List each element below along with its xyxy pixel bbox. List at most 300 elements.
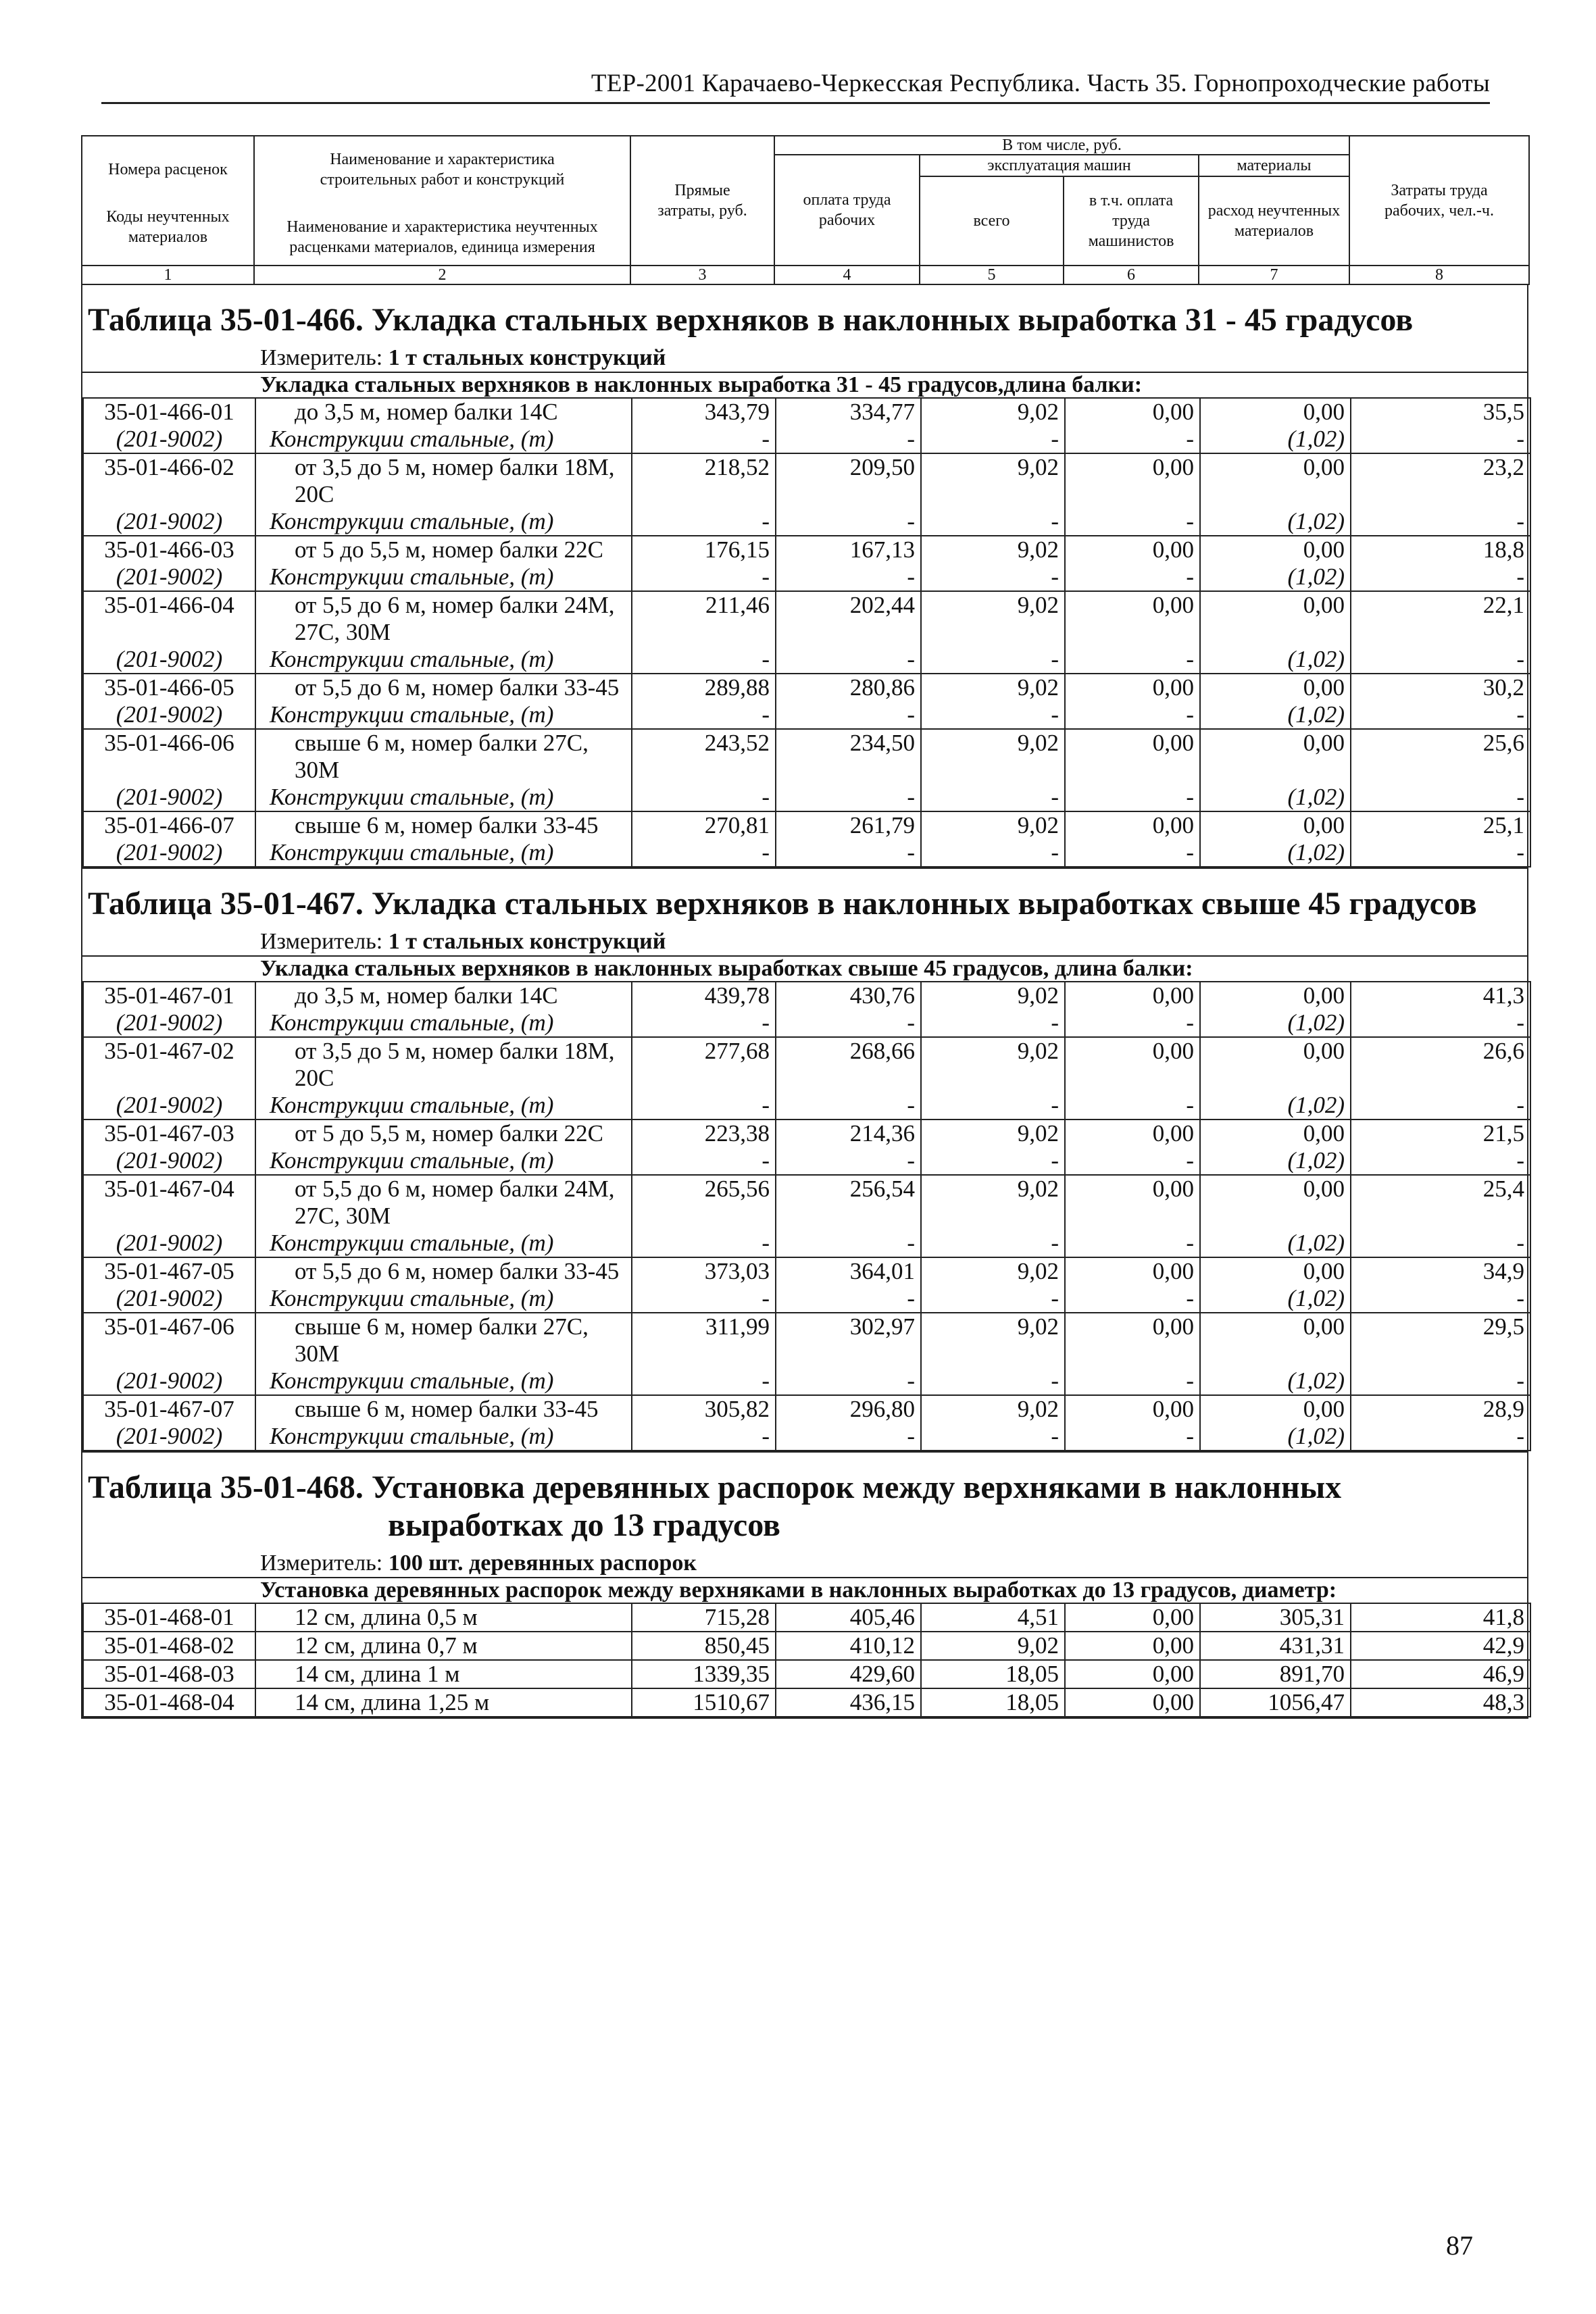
driver-pay: 0,00 (1065, 453, 1200, 508)
material-code: (201-9002) (83, 1230, 255, 1257)
material-qty: (1,02) (1200, 646, 1351, 674)
rate-code: 35-01-466-01 (83, 398, 255, 426)
rate-code: 35-01-467-06 (83, 1313, 255, 1367)
rate-code: 35-01-467-04 (83, 1175, 255, 1230)
labor-hours: 18,8 (1351, 536, 1530, 563)
dash: - (921, 839, 1065, 867)
labor-pay: 280,86 (776, 674, 921, 701)
machine-total: 9,02 (921, 1257, 1065, 1285)
material-row (83, 1230, 1530, 1257)
labor-hours: 21,5 (1351, 1120, 1530, 1147)
meter-value: 100 шт. деревянных распорок (388, 1551, 697, 1576)
col-num: 6 (1064, 266, 1199, 284)
materials-cost: 305,31 (1200, 1603, 1351, 1632)
machine-total: 9,02 (921, 536, 1065, 563)
labor-pay: 405,46 (776, 1603, 921, 1632)
machine-total: 9,02 (921, 1175, 1065, 1230)
dash: - (1351, 839, 1530, 867)
materials-cost: 0,00 (1200, 536, 1351, 563)
dash: - (632, 1230, 776, 1257)
material-row (83, 1285, 1530, 1313)
materials-cost: 431,31 (1200, 1632, 1351, 1660)
material-name: Конструкции стальные, (т) (255, 1285, 632, 1313)
col-labor-pay: оплата труда рабочих (774, 155, 920, 266)
rate-name: 12 см, длина 0,5 м (255, 1603, 632, 1632)
labor-hours: 25,4 (1351, 1175, 1530, 1230)
dash: - (776, 1009, 921, 1037)
driver-pay: 0,00 (1065, 398, 1200, 426)
col-num: 2 (254, 266, 630, 284)
column-header (81, 135, 1530, 285)
dash: - (632, 1423, 776, 1451)
dash: - (776, 563, 921, 591)
rate-code: 35-01-468-03 (83, 1660, 255, 1688)
page-header: ТЕР-2001 Карачаево-Черкесская Республика. Часть 35. Горнопроходческие работы (101, 69, 1490, 104)
material-qty: (1,02) (1200, 508, 1351, 536)
material-row (83, 1092, 1530, 1120)
machine-total: 18,05 (921, 1660, 1065, 1688)
direct-cost: 439,78 (632, 982, 776, 1009)
table-caption: Укладка стальных верхняков в наклонных выработках свыше 45 градусов, длина балки: (82, 955, 1527, 981)
rate-code: 35-01-468-02 (83, 1632, 255, 1660)
machine-total: 9,02 (921, 729, 1065, 784)
labor-hours: 26,6 (1351, 1037, 1530, 1092)
col-num: 1 (82, 266, 254, 284)
table-row (83, 453, 1530, 508)
labor-hours: 29,5 (1351, 1313, 1530, 1367)
dash: - (632, 701, 776, 729)
driver-pay: 0,00 (1065, 1688, 1200, 1717)
col-rate-numbers (82, 136, 254, 266)
materials-cost: 0,00 (1200, 1395, 1351, 1423)
labor-hours: 30,2 (1351, 674, 1530, 701)
material-row (83, 1147, 1530, 1175)
materials-cost: 0,00 (1200, 1175, 1351, 1230)
direct-cost: 715,28 (632, 1603, 776, 1632)
dash: - (1065, 701, 1200, 729)
materials-cost: 0,00 (1200, 1313, 1351, 1367)
dash: - (776, 646, 921, 674)
machine-total: 9,02 (921, 1037, 1065, 1092)
labor-hours: 42,9 (1351, 1632, 1530, 1660)
labor-hours: 25,1 (1351, 811, 1530, 839)
meter-label: Измеритель: (260, 929, 383, 954)
driver-pay: 0,00 (1065, 1257, 1200, 1285)
material-row (83, 426, 1530, 453)
dash: - (1351, 426, 1530, 453)
direct-cost: 218,52 (632, 453, 776, 508)
machine-total: 9,02 (921, 398, 1065, 426)
table-row (83, 811, 1530, 839)
rate-name: до 3,5 м, номер балки 14С (255, 398, 632, 426)
meter (82, 928, 1527, 955)
direct-cost: 277,68 (632, 1037, 776, 1092)
material-row (83, 646, 1530, 674)
rate-code: 35-01-466-06 (83, 729, 255, 784)
labor-pay: 430,76 (776, 982, 921, 1009)
material-qty: (1,02) (1200, 1423, 1351, 1451)
labor-pay: 302,97 (776, 1313, 921, 1367)
direct-cost: 289,88 (632, 674, 776, 701)
material-code: (201-9002) (83, 1285, 255, 1313)
meter-value: 1 т стальных конструкций (388, 929, 666, 954)
meter-value: 1 т стальных конструкций (388, 345, 666, 370)
rate-table-section (81, 285, 1528, 869)
dash: - (1065, 508, 1200, 536)
labor-pay: 334,77 (776, 398, 921, 426)
driver-pay: 0,00 (1065, 1660, 1200, 1688)
rate-table-section (81, 1453, 1528, 1719)
table-row (83, 729, 1530, 784)
dash: - (921, 784, 1065, 811)
machine-total: 9,02 (921, 1120, 1065, 1147)
rate-name: свыше 6 м, номер балки 27С, 30М (255, 729, 632, 784)
labor-hours: 28,9 (1351, 1395, 1530, 1423)
material-qty: (1,02) (1200, 1092, 1351, 1120)
rate-name: свыше 6 м, номер балки 33-45 (255, 1395, 632, 1423)
dash: - (921, 563, 1065, 591)
dash: - (921, 426, 1065, 453)
materials-cost: 0,00 (1200, 453, 1351, 508)
dash: - (632, 839, 776, 867)
material-name: Конструкции стальные, (т) (255, 839, 632, 867)
dash: - (776, 784, 921, 811)
dash: - (1065, 563, 1200, 591)
col-machines: эксплуатация машин (920, 155, 1199, 176)
meter (82, 345, 1527, 372)
table-title: Таблица 35-01-466. Укладка стальных верхняков в наклонных выработка 31 - 45 градусов (88, 302, 1414, 338)
table-row (83, 1603, 1530, 1632)
rate-name: до 3,5 м, номер балки 14С (255, 982, 632, 1009)
material-name: Конструкции стальные, (т) (255, 508, 632, 536)
rate-name: от 5,5 до 6 м, номер балки 24М, 27С, 30М (255, 591, 632, 646)
dash: - (632, 646, 776, 674)
driver-pay: 0,00 (1065, 729, 1200, 784)
table-row (83, 1120, 1530, 1147)
direct-cost: 270,81 (632, 811, 776, 839)
driver-pay: 0,00 (1065, 1632, 1200, 1660)
col-num: 4 (774, 266, 920, 284)
dash: - (1065, 1092, 1200, 1120)
labor-hours: 41,8 (1351, 1603, 1530, 1632)
rate-name: от 3,5 до 5 м, номер балки 18М, 20С (255, 453, 632, 508)
col-materials: материалы (1199, 155, 1349, 176)
labor-hours: 35,5 (1351, 398, 1530, 426)
dash: - (776, 1423, 921, 1451)
page-number: 87 (1446, 2230, 1473, 2261)
table-row (83, 591, 1530, 646)
col-material-name-label: Наименование и характеристика неучтенных расценками материалов, единица измерения (286, 218, 598, 256)
dash: - (1351, 563, 1530, 591)
col-codes-label: Коды неучтенных материалов (106, 208, 230, 246)
dash: - (1351, 701, 1530, 729)
dash: - (1065, 1367, 1200, 1395)
col-labor-cost: Затраты труда рабочих, чел.-ч. (1349, 136, 1529, 266)
material-row (83, 563, 1530, 591)
driver-pay: 0,00 (1065, 1395, 1200, 1423)
material-code: (201-9002) (83, 1147, 255, 1175)
material-qty: (1,02) (1200, 701, 1351, 729)
rate-name: свыше 6 м, номер балки 27С, 30М (255, 1313, 632, 1367)
material-row (83, 701, 1530, 729)
material-code: (201-9002) (83, 784, 255, 811)
material-row (83, 508, 1530, 536)
material-name: Конструкции стальные, (т) (255, 1009, 632, 1037)
material-name: Конструкции стальные, (т) (255, 1230, 632, 1257)
rate-code: 35-01-467-07 (83, 1395, 255, 1423)
rate-name: от 3,5 до 5 м, номер балки 18М, 20С (255, 1037, 632, 1092)
direct-cost: 265,56 (632, 1175, 776, 1230)
direct-cost: 1339,35 (632, 1660, 776, 1688)
labor-pay: 364,01 (776, 1257, 921, 1285)
labor-pay: 268,66 (776, 1037, 921, 1092)
direct-cost: 343,79 (632, 398, 776, 426)
machine-total: 9,02 (921, 591, 1065, 646)
driver-pay: 0,00 (1065, 1175, 1200, 1230)
direct-cost: 176,15 (632, 536, 776, 563)
direct-cost: 850,45 (632, 1632, 776, 1660)
materials-cost: 0,00 (1200, 398, 1351, 426)
material-code: (201-9002) (83, 1092, 255, 1120)
material-name: Конструкции стальные, (т) (255, 701, 632, 729)
material-name: Конструкции стальные, (т) (255, 784, 632, 811)
rate-code: 35-01-468-01 (83, 1603, 255, 1632)
dash: - (1065, 1285, 1200, 1313)
dash: - (1065, 426, 1200, 453)
table-row (83, 1688, 1530, 1717)
dash: - (1065, 839, 1200, 867)
rate-code: 35-01-466-05 (83, 674, 255, 701)
labor-hours: 23,2 (1351, 453, 1530, 508)
dash: - (632, 1147, 776, 1175)
direct-cost: 1510,67 (632, 1688, 776, 1717)
materials-cost: 0,00 (1200, 811, 1351, 839)
dash: - (776, 1147, 921, 1175)
dash: - (776, 1285, 921, 1313)
dash: - (1065, 1423, 1200, 1451)
labor-pay: 167,13 (776, 536, 921, 563)
rate-name: от 5,5 до 6 м, номер балки 33-45 (255, 1257, 632, 1285)
labor-pay: 234,50 (776, 729, 921, 784)
material-row (83, 839, 1530, 867)
col-rate-numbers-label: Номера расценок (108, 161, 228, 178)
dash: - (632, 508, 776, 536)
material-qty: (1,02) (1200, 563, 1351, 591)
table-caption: Укладка стальных верхняков в наклонных выработка 31 - 45 градусов,длина балки: (82, 372, 1527, 397)
labor-hours: 34,9 (1351, 1257, 1530, 1285)
dash: - (1351, 646, 1530, 674)
rate-name: 14 см, длина 1 м (255, 1660, 632, 1688)
dash: - (632, 563, 776, 591)
dash: - (1065, 646, 1200, 674)
table-title: Таблица 35-01-467. Укладка стальных верхняков в наклонных выработках свыше 45 градусов (88, 886, 1477, 922)
materials-cost: 0,00 (1200, 591, 1351, 646)
labor-pay: 261,79 (776, 811, 921, 839)
direct-cost: 223,38 (632, 1120, 776, 1147)
rate-code: 35-01-466-02 (83, 453, 255, 508)
dash: - (632, 1009, 776, 1037)
material-qty: (1,02) (1200, 1367, 1351, 1395)
rate-name: от 5 до 5,5 м, номер балки 22С (255, 1120, 632, 1147)
table-row (83, 536, 1530, 563)
driver-pay: 0,00 (1065, 1037, 1200, 1092)
materials-cost: 891,70 (1200, 1660, 1351, 1688)
material-row (83, 784, 1530, 811)
meter-label: Измеритель: (260, 345, 383, 370)
labor-pay: 256,54 (776, 1175, 921, 1230)
material-name: Конструкции стальные, (т) (255, 1367, 632, 1395)
direct-cost: 243,52 (632, 729, 776, 784)
machine-total: 9,02 (921, 1313, 1065, 1367)
material-code: (201-9002) (83, 426, 255, 453)
dash: - (1065, 1230, 1200, 1257)
dash: - (776, 839, 921, 867)
table-row (83, 982, 1530, 1009)
labor-pay: 436,15 (776, 1688, 921, 1717)
rate-name: от 5 до 5,5 м, номер балки 22С (255, 536, 632, 563)
col-mat-use: расход неучтенных материалов (1199, 176, 1349, 266)
dash: - (632, 1285, 776, 1313)
material-qty: (1,02) (1200, 1009, 1351, 1037)
table-caption: Установка деревянных распорок между верхняками в наклонных выработках до 13 градусов, диаметр: (82, 1577, 1527, 1603)
data-table (82, 1603, 1531, 1717)
material-code: (201-9002) (83, 646, 255, 674)
material-name: Конструкции стальные, (т) (255, 426, 632, 453)
rate-code: 35-01-467-02 (83, 1037, 255, 1092)
table-row (83, 1632, 1530, 1660)
table-row (83, 674, 1530, 701)
machine-total: 18,05 (921, 1688, 1065, 1717)
data-table (82, 397, 1531, 867)
dash: - (921, 1147, 1065, 1175)
meter (82, 1550, 1527, 1577)
materials-cost: 0,00 (1200, 1037, 1351, 1092)
materials-cost: 0,00 (1200, 982, 1351, 1009)
machine-total: 9,02 (921, 453, 1065, 508)
driver-pay: 0,00 (1065, 1120, 1200, 1147)
material-code: (201-9002) (83, 839, 255, 867)
dash: - (1351, 1423, 1530, 1451)
table-row (83, 1175, 1530, 1230)
material-name: Конструкции стальные, (т) (255, 563, 632, 591)
rate-name: 14 см, длина 1,25 м (255, 1688, 632, 1717)
rate-name: свыше 6 м, номер балки 33-45 (255, 811, 632, 839)
material-qty: (1,02) (1200, 1285, 1351, 1313)
direct-cost: 305,82 (632, 1395, 776, 1423)
dash: - (776, 1092, 921, 1120)
col-num: 5 (920, 266, 1064, 284)
labor-hours: 48,3 (1351, 1688, 1530, 1717)
labor-pay: 214,36 (776, 1120, 921, 1147)
labor-pay: 202,44 (776, 591, 921, 646)
dash: - (1351, 1009, 1530, 1037)
dash: - (776, 1230, 921, 1257)
rate-code: 35-01-467-01 (83, 982, 255, 1009)
driver-pay: 0,00 (1065, 674, 1200, 701)
dash: - (1351, 1367, 1530, 1395)
machine-total: 9,02 (921, 1632, 1065, 1660)
dash: - (632, 784, 776, 811)
rate-table-section (81, 869, 1528, 1453)
direct-cost: 211,46 (632, 591, 776, 646)
dash: - (1351, 1230, 1530, 1257)
dash: - (921, 1009, 1065, 1037)
labor-hours: 25,6 (1351, 729, 1530, 784)
dash: - (921, 1092, 1065, 1120)
col-name (254, 136, 630, 266)
col-num: 3 (630, 266, 774, 284)
machine-total: 9,02 (921, 982, 1065, 1009)
table-row (83, 1313, 1530, 1367)
material-code: (201-9002) (83, 701, 255, 729)
dash: - (921, 646, 1065, 674)
materials-cost: 0,00 (1200, 1120, 1351, 1147)
dash: - (1065, 784, 1200, 811)
driver-pay: 0,00 (1065, 536, 1200, 563)
rate-code: 35-01-466-07 (83, 811, 255, 839)
material-qty: (1,02) (1200, 1230, 1351, 1257)
rate-code: 35-01-467-03 (83, 1120, 255, 1147)
table-row (83, 1660, 1530, 1688)
dash: - (921, 1423, 1065, 1451)
col-incl: В том числе, руб. (774, 136, 1349, 155)
materials-cost: 1056,47 (1200, 1688, 1351, 1717)
col-name-label: Наименование и характеристика строительных работ и конструкций (320, 151, 565, 188)
rate-code: 35-01-466-04 (83, 591, 255, 646)
material-qty: (1,02) (1200, 839, 1351, 867)
labor-hours: 46,9 (1351, 1660, 1530, 1688)
material-name: Конструкции стальные, (т) (255, 1423, 632, 1451)
dash: - (921, 1367, 1065, 1395)
machine-total: 9,02 (921, 811, 1065, 839)
rate-name: 12 см, длина 0,7 м (255, 1632, 632, 1660)
dash: - (776, 508, 921, 536)
dash: - (776, 1367, 921, 1395)
material-code: (201-9002) (83, 1367, 255, 1395)
material-code: (201-9002) (83, 1009, 255, 1037)
dash: - (776, 426, 921, 453)
driver-pay: 0,00 (1065, 982, 1200, 1009)
material-name: Конструкции стальные, (т) (255, 646, 632, 674)
machine-total: 9,02 (921, 1395, 1065, 1423)
material-qty: (1,02) (1200, 784, 1351, 811)
direct-cost: 311,99 (632, 1313, 776, 1367)
rate-code: 35-01-466-03 (83, 536, 255, 563)
materials-cost: 0,00 (1200, 674, 1351, 701)
material-name: Конструкции стальные, (т) (255, 1092, 632, 1120)
labor-pay: 209,50 (776, 453, 921, 508)
dash: - (921, 1230, 1065, 1257)
dash: - (1351, 784, 1530, 811)
dash: - (1351, 508, 1530, 536)
material-row (83, 1367, 1530, 1395)
col-incl-drivers: в т.ч. оплата труда машинистов (1064, 176, 1199, 266)
data-table (82, 981, 1531, 1451)
dash: - (1351, 1147, 1530, 1175)
table-row (83, 1395, 1530, 1423)
col-num: 7 (1199, 266, 1349, 284)
material-row (83, 1423, 1530, 1451)
direct-cost: 373,03 (632, 1257, 776, 1285)
driver-pay: 0,00 (1065, 591, 1200, 646)
labor-hours: 22,1 (1351, 591, 1530, 646)
labor-pay: 296,80 (776, 1395, 921, 1423)
rate-code: 35-01-468-04 (83, 1688, 255, 1717)
col-total: всего (920, 176, 1064, 266)
table-title: Таблица 35-01-468. Установка деревянных распорок между верхняками в наклонных выработках до 13 градусов (88, 1469, 1342, 1543)
machine-total: 4,51 (921, 1603, 1065, 1632)
driver-pay: 0,00 (1065, 1313, 1200, 1367)
